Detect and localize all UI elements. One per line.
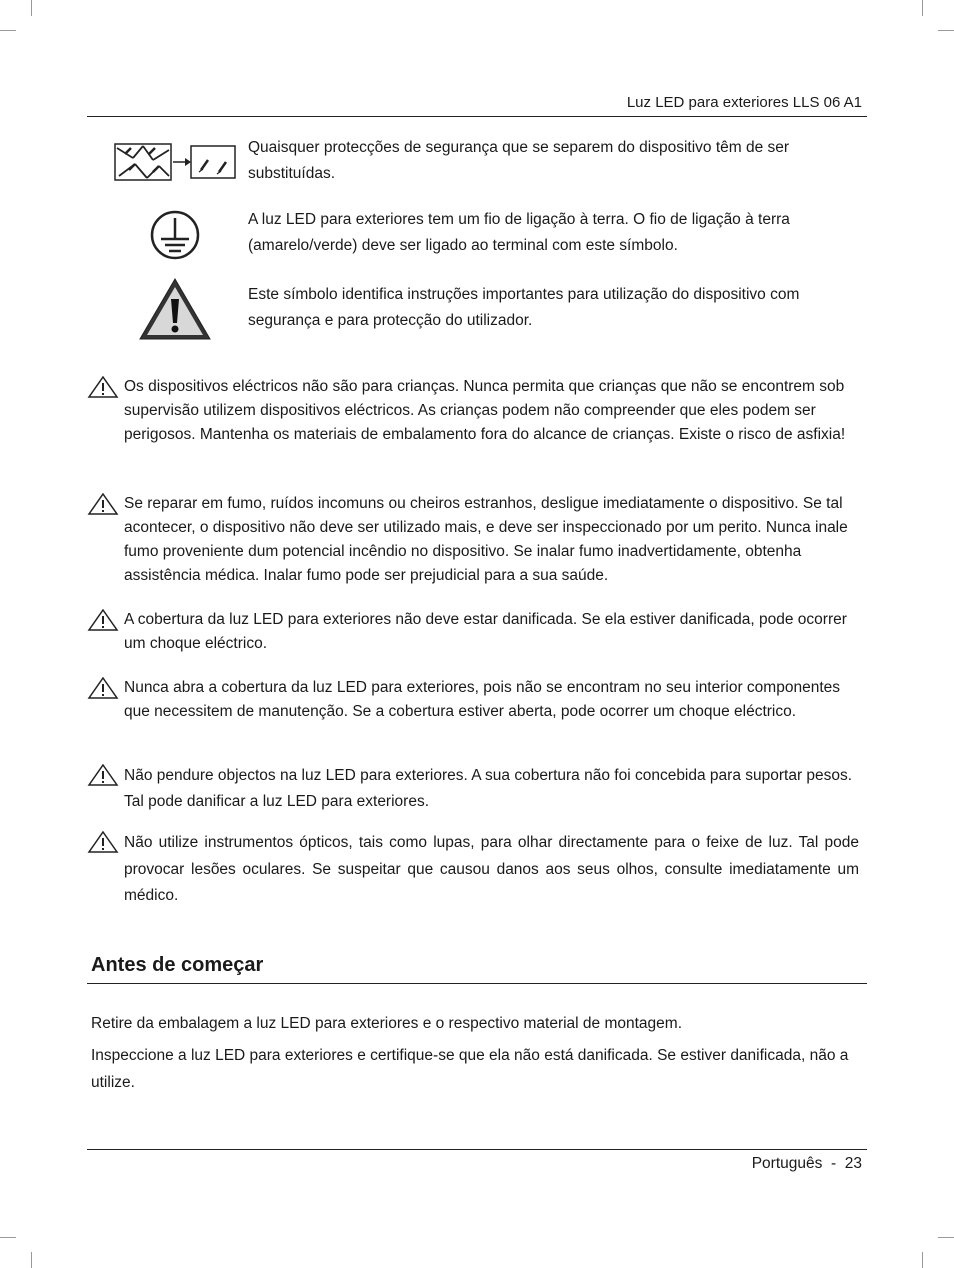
section-title: Antes de começar: [91, 954, 264, 976]
crop-mark: [938, 30, 954, 31]
warning-text: Nunca abra a cobertura da luz LED para exteriores, pois não se encontram no seu interior componentes que necessitem de manutenção. Se a cobertura estiver aberta, pode ocorrer um choque eléctrico.: [124, 679, 840, 720]
warning-text: Os dispositivos eléctricos não são para crianças. Nunca permita que crianças que não se encontrem sob supervisão utilizem dispositivos eléctricos. As crianças podem não compreender que eles podem ser perigosos. Mantenha os materiais de embalamento fora do alcance de crianças. Existe o risco de asfixia!: [124, 378, 846, 443]
symbol-row-guards: [87, 135, 867, 191]
symbol-row-ground: [87, 207, 867, 263]
warning-triangle-icon: [87, 764, 119, 786]
page-number: Português - 23: [751, 1155, 862, 1172]
warning-triangle-icon: [87, 609, 119, 631]
warning-item: [87, 830, 859, 910]
warning-item: [87, 608, 859, 656]
crop-mark: [922, 1252, 923, 1268]
paragraph: Retire da embalagem a luz LED para exteriores e o respectivo material de montagem.: [91, 1015, 683, 1032]
crop-mark: [31, 0, 32, 16]
section-rule: [87, 983, 867, 984]
crop-mark: [938, 1237, 954, 1238]
earth-ground-icon: [105, 209, 245, 261]
warning-text: Não utilize instrumentos ópticos, tais como lupas, para olhar directamente para o feixe de luz. Tal pode provocar lesões oculares. Se suspeitar que causou danos aos seus olhos, consulte imediatamente um médico.: [124, 834, 859, 904]
warning-item: [87, 492, 859, 588]
warning-exclamation-icon: [105, 276, 245, 342]
symbol-text-ground: A luz LED para exteriores tem um fio de ligação à terra. O fio de ligação à terra (amarelo/verde) deve ser ligado ao terminal com este símbolo.: [248, 211, 790, 254]
symbol-text-warning: Este símbolo identifica instruções importantes para utilização do dispositivo com segurança e para protecção do utilizador.: [248, 286, 800, 329]
symbol-row-warning: [87, 276, 867, 342]
warning-triangle-icon: [87, 831, 119, 853]
crop-mark: [0, 1237, 16, 1238]
warning-text: A cobertura da luz LED para exteriores não deve estar danificada. Se ela estiver danificada, pode ocorrer um choque eléctrico.: [124, 611, 847, 652]
header-title: Luz LED para exteriores LLS 06 A1: [626, 94, 862, 111]
warning-text: Se reparar em fumo, ruídos incomuns ou cheiros estranhos, desligue imediatamente o dispositivo. Se tal acontecer, o dispositivo não deve ser utilizado mais, e deve ser inspeccionado por um perito. Nunca inale fumo proveniente dum potencial incêndio no dispositivo. Se inalar fumo inadvertidamente, obtenha assistência médica. Inalar fumo pode ser prejudicial para a sua saúde.: [124, 495, 848, 584]
crop-mark: [922, 0, 923, 16]
warning-item: [87, 763, 859, 815]
warning-triangle-icon: [87, 493, 119, 515]
damaged-guard-replacement-icon: [105, 141, 245, 183]
warning-item: [87, 676, 859, 724]
crop-mark: [31, 1252, 32, 1268]
warning-item: [87, 375, 859, 447]
paragraph: Inspeccione a luz LED para exteriores e certifique-se que ela não está danificada. Se estiver danificada, não a utilize.: [91, 1047, 849, 1091]
warning-triangle-icon: [87, 376, 119, 398]
crop-mark: [0, 30, 16, 31]
symbol-text-guards: Quaisquer protecções de segurança que se separem do dispositivo têm de ser substituídas.: [248, 139, 790, 182]
header-rule: [87, 116, 867, 117]
warning-triangle-icon: [87, 677, 119, 699]
warning-text: Não pendure objectos na luz LED para exteriores. A sua cobertura não foi concebida para suportar pesos. Tal pode danificar a luz LED para exteriores.: [124, 767, 853, 810]
footer-rule: [87, 1149, 867, 1150]
